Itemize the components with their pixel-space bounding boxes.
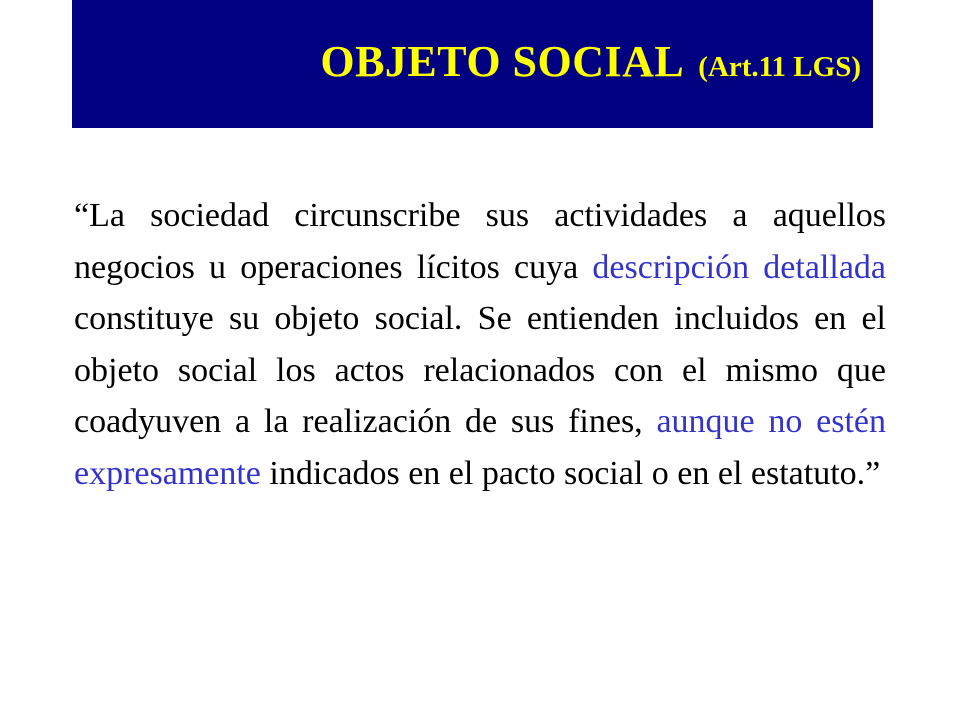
- title-reference-text: (Art.11 LGS): [698, 51, 861, 83]
- quote-text-part-1: “La sociedad circunscribe sus actividades a aquellos negocios u operaciones lícitos cuya: [74, 197, 886, 286]
- quote-text-part-3: indicados en el pacto social o en el estatuto.”: [260, 454, 881, 492]
- title-main-text: OBJETO SOCIAL: [320, 37, 685, 86]
- quote-paragraph: [74, 190, 886, 499]
- quote-text-part-2: constituye su objeto social. Se entienden incluidos en el objeto social los actos relacionados con el mismo que coadyuven a la realización de sus fines,: [74, 300, 886, 440]
- quote-highlight-2: aunque no estén expresamente: [74, 403, 886, 492]
- quote-highlight-1: descripción detallada: [592, 248, 887, 286]
- title-banner: [72, 0, 873, 128]
- slide-title: [320, 37, 861, 86]
